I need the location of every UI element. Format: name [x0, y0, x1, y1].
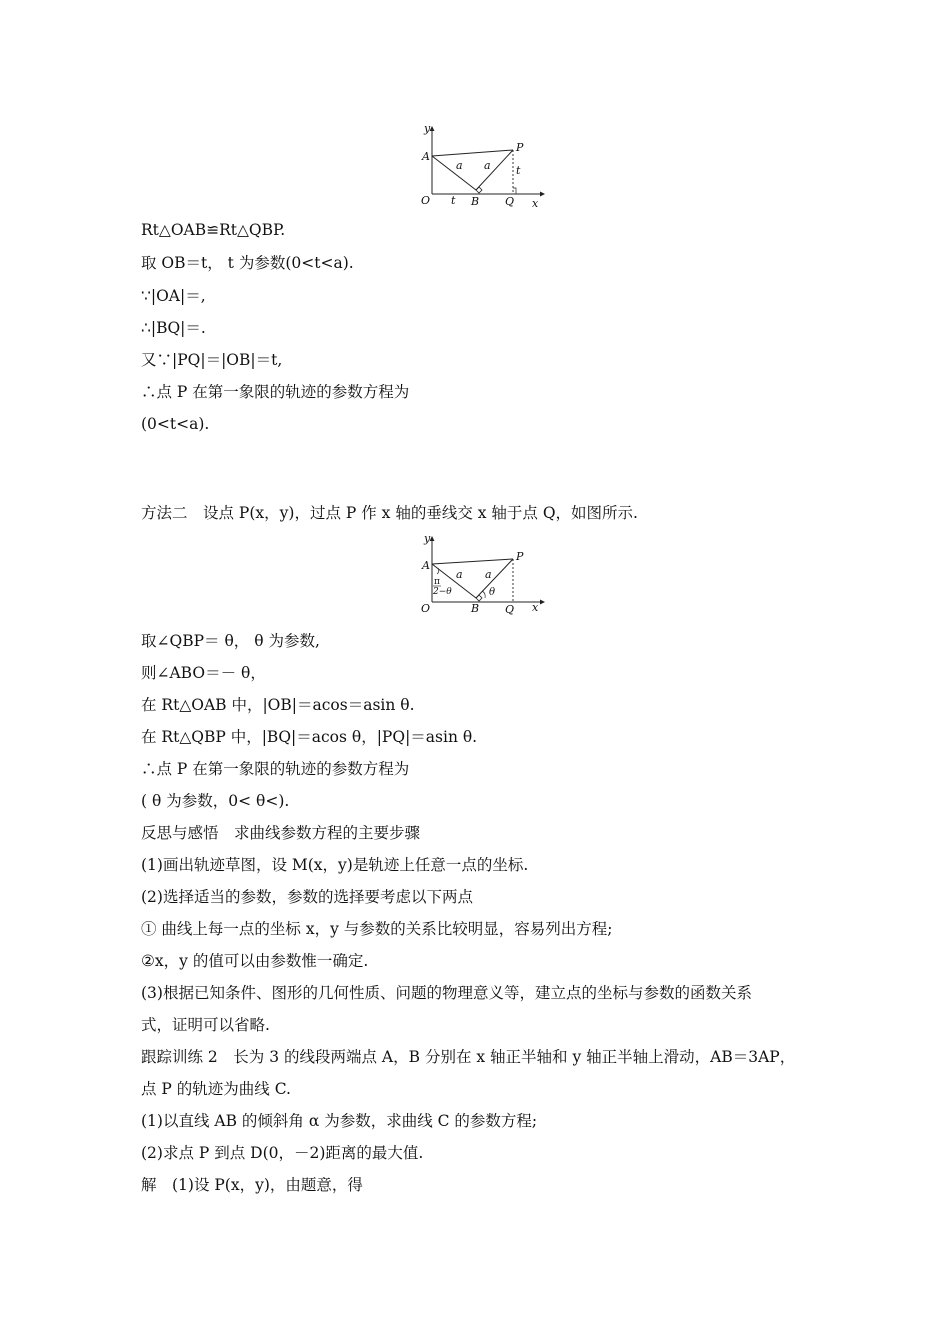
y-axis-arrow — [430, 536, 435, 541]
right-angle-mark — [476, 187, 482, 193]
text-line-exercise-2: 跟踪训练 2 长为 3 的线段两端点 A，B 分别在 x 轴正半轴和 y 轴正半轴上滑动，AB＝3AP， — [141, 1048, 796, 1066]
right-angle-mark — [476, 595, 482, 601]
text-line-exercise-2-cont: 点 P 的轨迹为曲线 C. — [141, 1080, 291, 1098]
text-line-parameter-theta: 取∠QBP＝ θ， θ 为参数, — [141, 632, 320, 650]
text-line-angle-abo: 则∠ABO＝－ θ， — [141, 664, 266, 682]
label-O: O — [421, 602, 431, 615]
text-line-oa: ∵|OA|＝, — [141, 287, 206, 305]
text-line-qbp: 在 Rt△QBP 中，|BQ|＝acos θ，|PQ|＝asin θ. — [141, 728, 478, 746]
text-line-range-2: ( θ 为参数，0< θ<). — [141, 792, 290, 810]
label-t-bottom: t — [451, 194, 456, 207]
label-y: y — [424, 532, 431, 545]
label-a-left: a — [456, 568, 463, 581]
angle-arc-B — [482, 591, 485, 598]
label-O: O — [421, 194, 431, 207]
segment-AP — [432, 559, 513, 564]
label-a-right: a — [485, 568, 492, 581]
segment-AB — [432, 156, 476, 190]
label-t-right: t — [516, 164, 521, 177]
text-line-step-3-cont: 式，证明可以省略. — [141, 1016, 270, 1034]
label-Q: Q — [505, 603, 515, 616]
label-B: B — [471, 602, 480, 615]
right-angle-mark-Q — [513, 188, 516, 194]
x-axis-arrow — [540, 600, 545, 605]
figure-1-triangle-diagram — [410, 122, 550, 212]
label-Q: Q — [505, 195, 515, 208]
text-line-reflection-title: 反思与感悟 求曲线参数方程的主要步骤 — [141, 824, 421, 842]
text-line-oab: 在 Rt△OAB 中，|OB|＝acos＝asin θ. — [141, 696, 415, 714]
text-line-range-1: (0<t<a). — [141, 415, 210, 433]
text-line-step-2: (2)选择适当的参数，参数的选择要考虑以下两点 — [141, 888, 473, 906]
label-a-left: a — [456, 159, 463, 172]
x-axis-arrow — [540, 192, 545, 197]
y-axis-arrow — [430, 126, 435, 131]
label-P: P — [516, 141, 524, 154]
label-x: x — [532, 601, 539, 614]
figure-2-triangle-diagram — [410, 532, 550, 620]
figure-1-svg — [410, 122, 550, 212]
text-line-question-2: (2)求点 P 到点 D(0，－2)距离的最大值. — [141, 1144, 424, 1162]
text-line-parameter-t: 取 OB＝t， t 为参数(0<t<a). — [141, 254, 354, 272]
text-line-method-2: 方法二 设点 P(x，y)，过点 P 作 x 轴的垂线交 x 轴于点 Q，如图所示. — [141, 504, 638, 522]
label-a-right: a — [484, 159, 491, 172]
text-line-step-3: (3)根据已知条件、图形的几何性质、问题的物理意义等，建立点的坐标与参数的函数关系 — [141, 984, 752, 1002]
text-line-question-1: (1)以直线 AB 的倾斜角 α 为参数，求曲线 C 的参数方程; — [141, 1112, 538, 1130]
text-line-step-2-point-1: ① 曲线上每一点的坐标 x，y 与参数的关系比较明显，容易列出方程; — [141, 920, 613, 938]
text-line-bq: ∴|BQ|＝. — [141, 319, 206, 337]
text-line-pq: 又∵|PQ|＝|OB|＝t, — [141, 351, 283, 369]
figure-2-svg — [410, 532, 550, 620]
label-theta: θ — [489, 587, 496, 598]
text-line-conclusion-1: ∴点 P 在第一象限的轨迹的参数方程为 — [141, 383, 410, 401]
label-P: P — [516, 550, 524, 563]
text-line-conclusion-2: ∴点 P 在第一象限的轨迹的参数方程为 — [141, 760, 410, 778]
label-A: A — [422, 559, 430, 572]
label-pi: π — [434, 577, 440, 587]
label-x: x — [532, 197, 539, 210]
segment-AP — [432, 150, 513, 156]
text-line-step-1: (1)画出轨迹草图，设 M(x，y)是轨迹上任意一点的坐标. — [141, 856, 529, 874]
label-B: B — [471, 195, 480, 208]
label-A: A — [422, 150, 430, 163]
label-2-minus-theta: 2−θ — [433, 587, 452, 597]
text-line-step-2-point-2: ②x，y 的值可以由参数惟一确定. — [141, 952, 369, 970]
label-y: y — [424, 122, 431, 135]
text-line-congruence: Rt△OAB≌Rt△QBP. — [141, 221, 286, 239]
segment-BP — [476, 150, 513, 190]
text-line-solution: 解 (1)设 P(x，y)，由题意，得 — [141, 1176, 363, 1194]
